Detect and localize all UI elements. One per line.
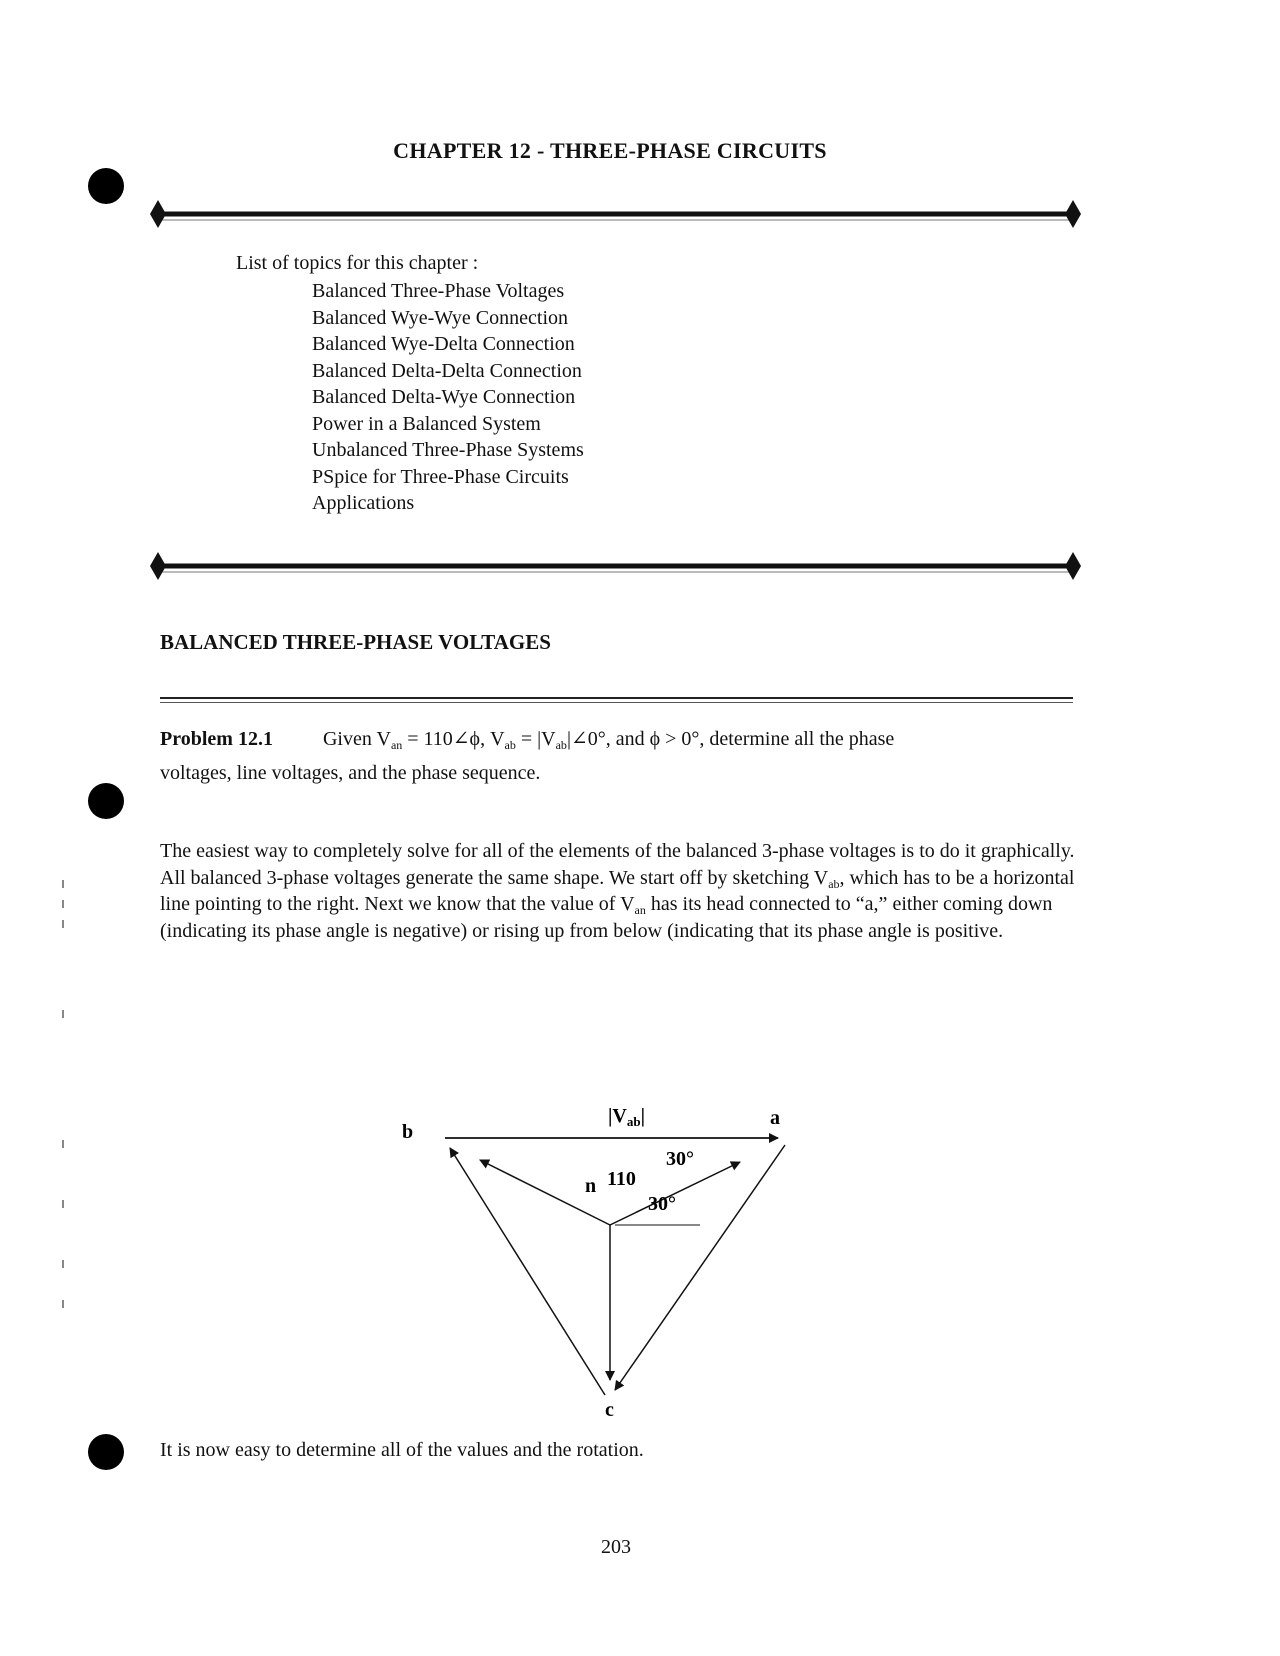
- problem-label: Problem 12.1: [160, 728, 273, 750]
- topic-item: Balanced Wye-Wye Connection: [312, 306, 569, 329]
- topic-item: Balanced Delta-Wye Connection: [312, 386, 576, 408]
- paragraph-text: has its head connected to “a,” either coming down (indicating its phase angle is negative) or rising up from below (indicating that its phase angle is positive.: [160, 893, 1053, 942]
- explanation-paragraph: [160, 838, 1080, 944]
- scan-mark: [62, 1200, 64, 1208]
- diamond-left-icon: [150, 552, 166, 580]
- scan-mark: [62, 1140, 64, 1148]
- topic-item: Balanced Wye-Delta Connection: [312, 333, 575, 355]
- magnitude-label: 110: [607, 1168, 636, 1190]
- section-heading: BALANCED THREE-PHASE VOLTAGES: [160, 630, 551, 654]
- binder-hole-bottom: [88, 1434, 124, 1470]
- page-number: 203: [601, 1536, 631, 1558]
- topic-item: Balanced Three-Phase Voltages: [312, 280, 565, 302]
- subscript: an: [634, 903, 646, 917]
- vab-label: $|V_{ab}|$: [608, 1105, 645, 1129]
- topics-heading: List of topics for this chapter :: [236, 252, 479, 274]
- node-label-c: c: [605, 1399, 614, 1420]
- topic-item: Power in a Balanced System: [312, 412, 541, 435]
- topics-list: [312, 278, 584, 517]
- scan-mark: [62, 1300, 64, 1308]
- node-label-n: n: [585, 1175, 597, 1197]
- line-c-to-b: [450, 1148, 605, 1395]
- angle-label-lower: 30°: [648, 1193, 676, 1215]
- scan-mark: [62, 900, 64, 908]
- problem-given: Given: [322, 728, 372, 750]
- section-rule: [160, 697, 1073, 703]
- scan-mark: [62, 880, 64, 888]
- variable: V: [376, 728, 391, 750]
- subscript: ab: [504, 738, 516, 752]
- binder-hole-middle: [88, 783, 124, 819]
- paragraph-text: , which has to be a horizontal line pointing to the right. Next we know that the value of V: [160, 866, 1075, 915]
- node-label-a: a: [770, 1107, 780, 1129]
- scan-mark: [62, 1260, 64, 1268]
- problem-tail: |∠0°, and ϕ > 0°, determine all the phase: [566, 728, 895, 750]
- diamond-right-icon: [1065, 200, 1081, 228]
- subscript: an: [390, 738, 403, 752]
- bottom-divider: [148, 548, 1083, 584]
- variable: V: [490, 728, 505, 750]
- top-divider: [148, 196, 1083, 232]
- diamond-left-icon: [150, 200, 166, 228]
- topic-item: Unbalanced Three-Phase Systems: [312, 439, 584, 461]
- chapter-title: CHAPTER 12 - THREE-PHASE CIRCUITS: [393, 138, 827, 163]
- topic-item: PSpice for Three-Phase Circuits: [312, 465, 569, 488]
- scan-mark: [62, 1010, 64, 1018]
- node-label-b: b: [402, 1121, 414, 1143]
- closing-sentence: It is now easy to determine all of the values and the rotation.: [160, 1439, 644, 1461]
- subscript: ab: [828, 876, 840, 891]
- angle-label-upper: 30°: [666, 1148, 694, 1170]
- problem-vab: = |V: [520, 728, 556, 750]
- binder-hole-top: [88, 168, 124, 204]
- subscript: ab: [555, 738, 567, 752]
- phasor-diagram: [400, 1100, 820, 1420]
- scan-mark: [62, 920, 64, 928]
- problem-statement: [160, 722, 1080, 790]
- topic-item: Applications: [312, 492, 415, 514]
- paragraph-text: The easiest way to completely solve for all of the elements of the balanced 3-phase voltages is to do it graphically. All balanced 3-phase voltages generate the same shape. We start off by sketching V: [160, 840, 1075, 889]
- diamond-right-icon: [1065, 552, 1081, 580]
- topic-item: Balanced Delta-Delta Connection: [312, 359, 582, 382]
- problem-van: = 110∠ϕ,: [407, 728, 486, 750]
- problem-line2: voltages, line voltages, and the phase sequence.: [160, 762, 541, 784]
